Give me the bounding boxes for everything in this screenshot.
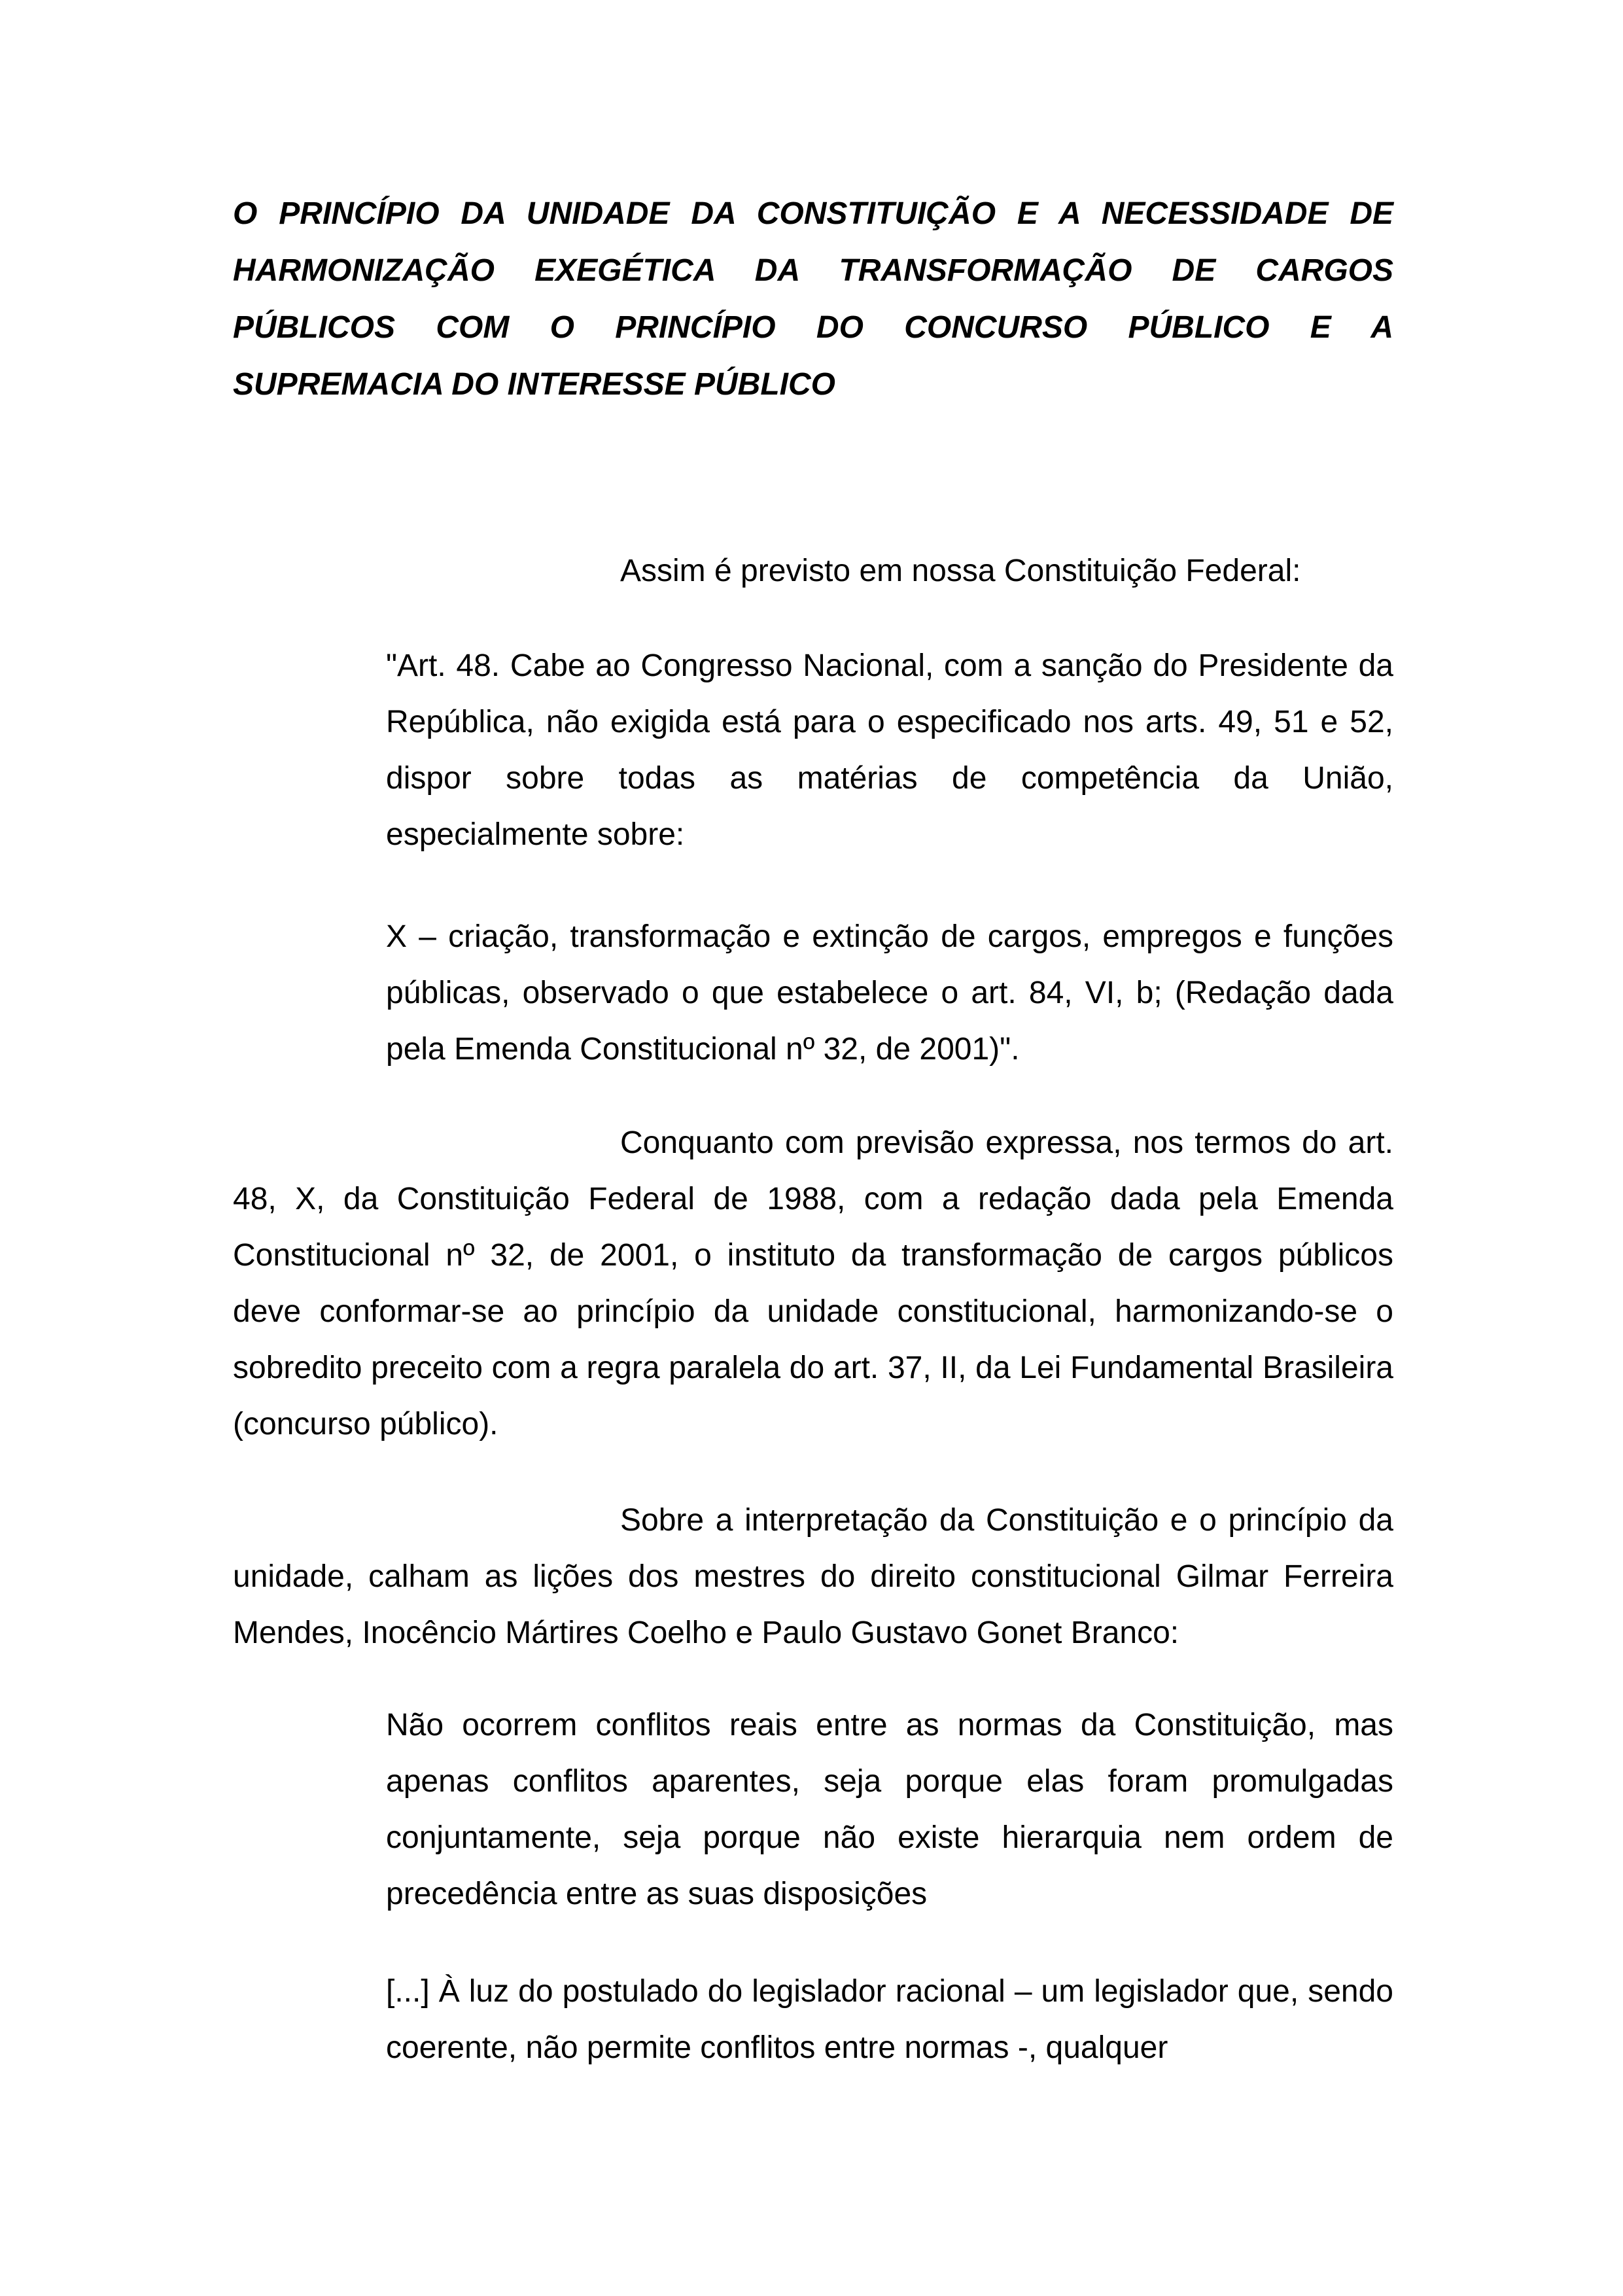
paragraph-sobre: Sobre a interpretação da Constituição e o princípio da unidade, calham as lições dos mestres do direito constitucional Gilmar Ferreira Mendes, Inocêncio Mártires Coelho e Paulo Gustavo Gonet Branco:	[233, 1503, 1393, 1650]
title-line: O PRINCÍPIO DA UNIDADE DA CONSTITUIÇÃO E A NECESSIDADE DE	[233, 196, 1393, 231]
title-line: SUPREMACIA DO INTERESSE PÚBLICO	[233, 367, 835, 402]
title-line: PÚBLICOS COM O PRINCÍPIO DO CONCURSO PÚBLICO E A	[233, 310, 1393, 345]
quote-conflitos: Não ocorrem conflitos reais entre as normas da Constituição, mas apenas conflitos aparentes, seja porque elas foram promulgadas conjuntamente, seja porque não existe hierarquia nem ordem de precedência entre as suas disposições	[386, 1708, 1393, 1911]
title-line: HARMONIZAÇÃO EXEGÉTICA DA TRANSFORMAÇÃO DE CARGOS	[233, 253, 1393, 288]
intro-paragraph: Assim é previsto em nossa Constituição Federal:	[620, 554, 1301, 588]
paragraph-conquanto: Conquanto com previsão expressa, nos termos do art. 48, X, da Constituição Federal de 1988, com a redação dada pela Emenda Constitucional nº 32, de 2001, o instituto da transformação de cargos públicos deve conformar-se ao princípio da unidade constitucional, harmonizando-se o sobredito preceito com a regra paralela do art. 37, II, da Lei Fundamental Brasileira (concurso público).	[233, 1125, 1393, 1441]
quote-inciso-x: X – criação, transformação e extinção de cargos, empregos e funções públicas, observado o que estabelece o art. 84, VI, b; (Redação dada pela Emenda Constitucional nº 32, de 2001)".	[386, 919, 1393, 1067]
quote-art-48: "Art. 48. Cabe ao Congresso Nacional, com a sanção do Presidente da República, não exigida está para o especificado nos arts. 49, 51 e 52, dispor sobre todas as matérias de competência da União, especialmente sobre:	[386, 648, 1393, 852]
document-title	[233, 185, 1393, 413]
quote-luz-legislador: [...] À luz do postulado do legislador racional – um legislador que, sendo coerente, não permite conflitos entre normas -, qualquer	[386, 1974, 1393, 2065]
